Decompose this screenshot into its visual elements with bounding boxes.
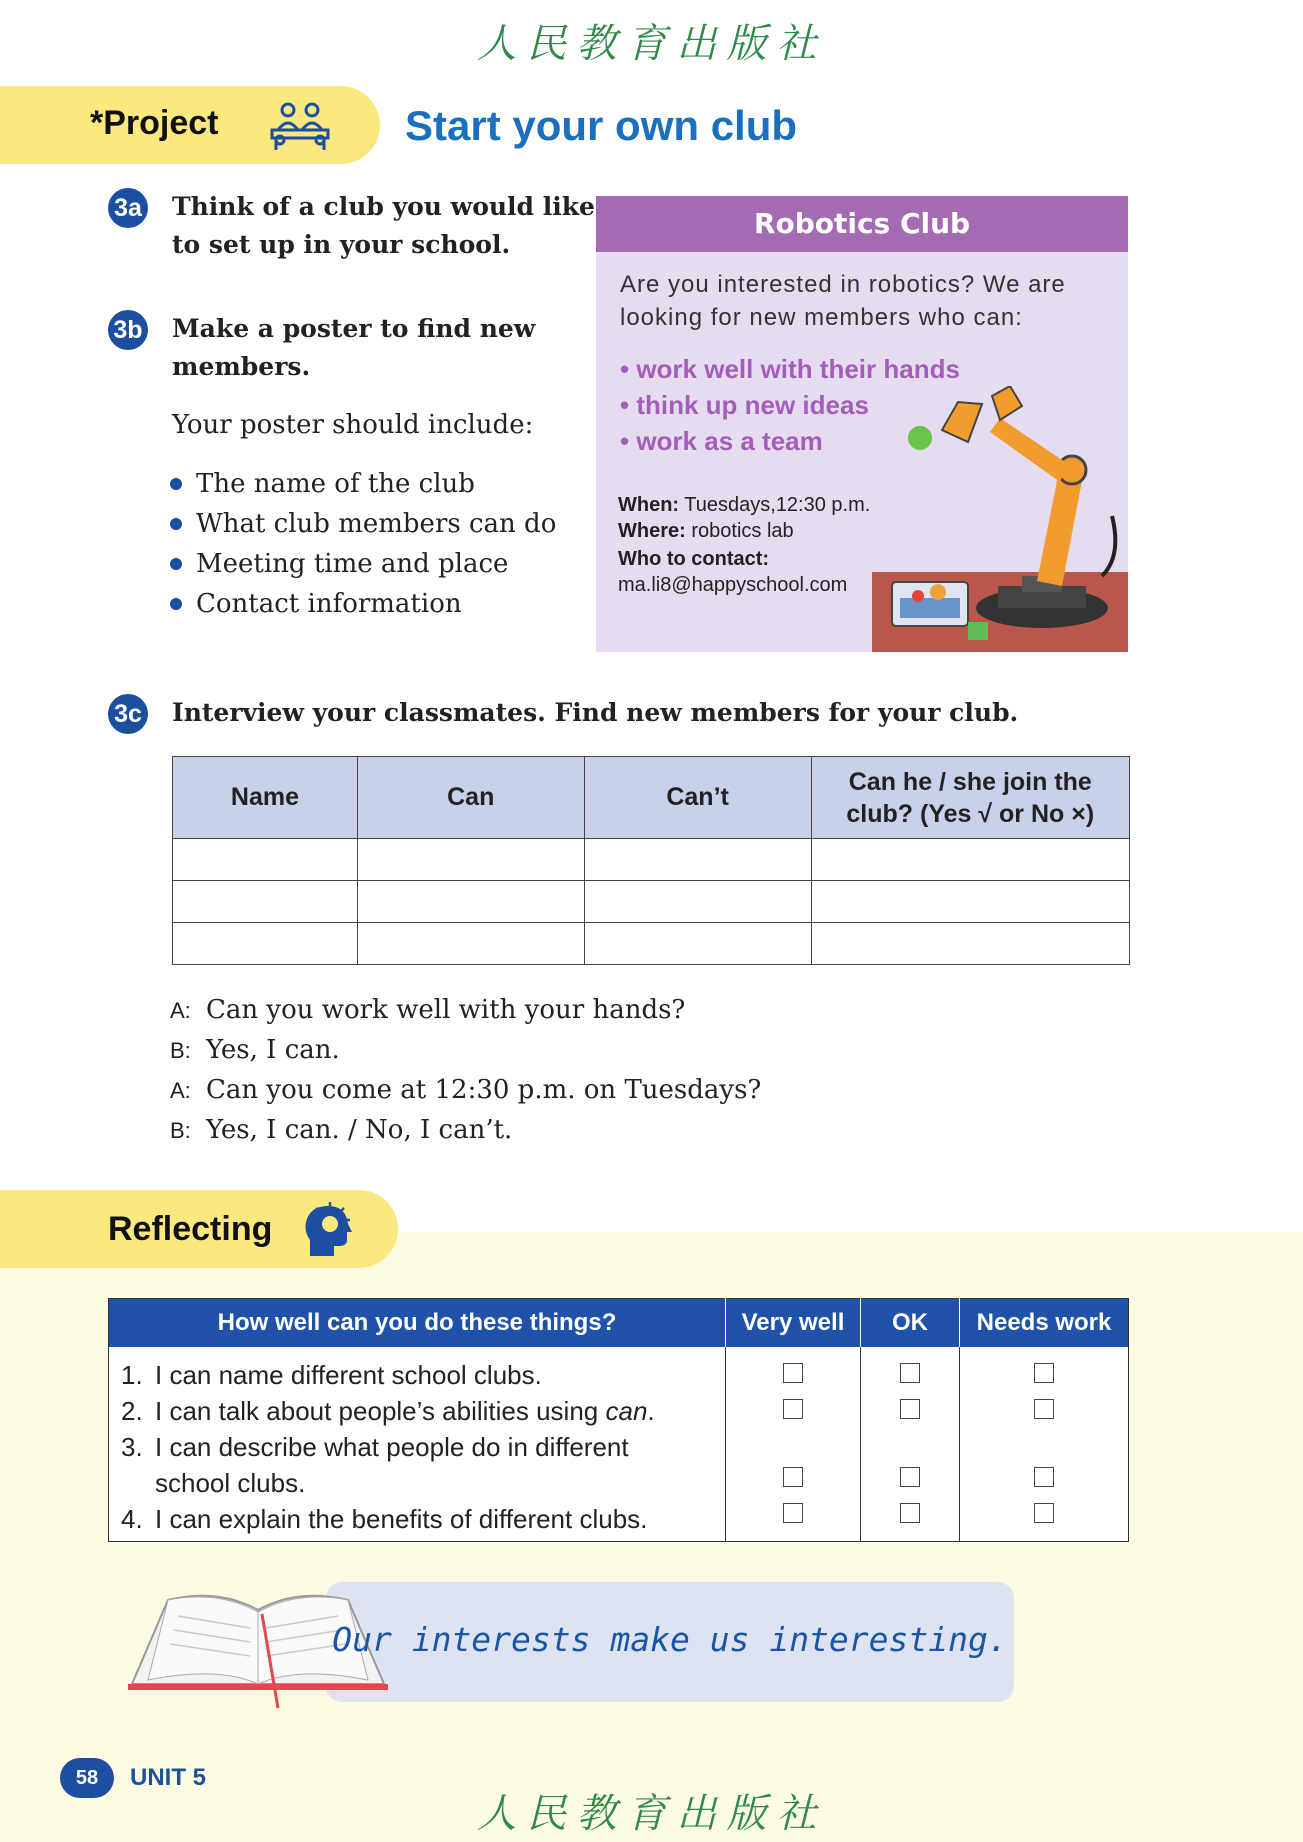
poster-include-label: Your poster should include: [172,410,534,440]
poster-contact-label: Who to contact: [618,548,770,570]
step-3a-instruction-line1: Think of a club you would like [172,192,595,221]
dialog-line: B: Yes, I can. [170,1035,340,1065]
checkbox[interactable] [1034,1399,1054,1419]
checkbox[interactable] [1034,1363,1054,1383]
poster-email: ma.li8@happyschool.com [618,574,848,596]
checkbox[interactable] [783,1363,803,1383]
step-3a-instruction-line2: to set up in your school. [172,230,511,259]
poster-skill: • think up new ideas [620,390,869,420]
column-header-needs-work: Needs work [960,1299,1129,1348]
step-badge-3c: 3c [108,694,148,734]
step-3b-instruction-line1: Make a poster to find new [172,314,536,343]
publisher-logo-bottom: 人民教育出版社 [476,1791,827,1837]
list-item: The name of the club [170,464,556,504]
list-item: Contact information [170,584,556,624]
list-item: What club members can do [170,504,556,544]
publisher-logo-top: 人民教育出版社 [476,21,827,67]
table-cell[interactable] [584,839,811,881]
table-cell[interactable] [811,881,1129,923]
list-item: 2. I can talk about people’s abilities using can. [121,1396,655,1426]
column-header-can: Can [357,757,584,839]
table-row [173,923,1130,965]
page-number-badge: 58 [60,1758,114,1798]
table-cell[interactable] [584,923,811,965]
checkbox[interactable] [783,1503,803,1523]
table-cell[interactable] [173,923,358,965]
thinking-head-icon [302,1200,354,1260]
poster-skill: • work as a team [620,426,823,456]
needs-work-column [960,1347,1129,1541]
dialog-line: B: Yes, I can. / No, I can’t. [170,1115,513,1145]
robotics-club-poster [596,196,1128,652]
list-item: Meeting time and place [170,544,556,584]
table-cell[interactable] [357,923,584,965]
poster-where: Where: robotics lab [618,520,794,542]
project-label: *Project [90,104,219,142]
table-row [173,881,1130,923]
reflecting-label: Reflecting [108,1210,273,1248]
dialog-line: A: Can you come at 12:30 p.m. on Tuesdays? [170,1075,762,1105]
table-cell[interactable] [357,839,584,881]
table-cell[interactable] [811,923,1129,965]
page-title: Start your own club [405,102,798,149]
list-item: 1. I can name different school clubs. [121,1360,542,1390]
column-header-name: Name [173,757,358,839]
column-header-skills: How well can you do these things? [109,1299,726,1348]
list-item: 3. I can describe what people do in different [121,1432,629,1462]
poster-title: Robotics Club [596,196,1128,252]
table-cell[interactable] [173,839,358,881]
checkbox[interactable] [900,1503,920,1523]
step-3b-instruction-line2: members. [172,352,311,381]
unit-label: UNIT 5 [130,1764,207,1791]
column-header-join: Can he / she join the club? (Yes √ or No ×) [811,757,1129,839]
list-item: 4. I can explain the benefits of different clubs. [121,1504,648,1534]
very-well-column [726,1347,861,1541]
step-badge-3b: 3b [108,310,148,350]
table-cell[interactable] [584,881,811,923]
self-assessment-table [108,1298,1129,1542]
dialog-line: A: Can you work well with your hands? [170,995,686,1025]
poster-skill: • work well with their hands [620,354,960,384]
checkbox[interactable] [783,1467,803,1487]
group-people-icon [266,100,334,152]
table-cell[interactable] [357,881,584,923]
column-header-very-well: Very well [726,1299,861,1348]
column-header-ok: OK [861,1299,960,1348]
robot-arm-illustration [872,386,1128,652]
interview-table [172,756,1130,965]
list-item-continued: school clubs. [155,1468,306,1498]
checkbox[interactable] [1034,1467,1054,1487]
checkbox[interactable] [1034,1503,1054,1523]
column-header-cant: Can’t [584,757,811,839]
checkbox[interactable] [900,1363,920,1383]
poster-intro: Are you interested in robotics? We are looking for new members who can: [620,271,1066,331]
checkbox[interactable] [900,1399,920,1419]
ok-column [861,1347,960,1541]
poster-when: When: Tuesdays,12:30 p.m. [618,494,871,516]
checkbox[interactable] [900,1467,920,1487]
table-cell[interactable] [811,839,1129,881]
table-cell[interactable] [173,881,358,923]
skills-list [109,1347,726,1541]
table-row [173,839,1130,881]
step-3c-instruction: Interview your classmates. Find new members for your club. [172,698,1019,727]
step-badge-3a: 3a [108,188,148,228]
motto-text: Our interests make us interesting. [332,1620,1008,1659]
poster-include-list [170,464,556,624]
checkbox[interactable] [783,1399,803,1419]
